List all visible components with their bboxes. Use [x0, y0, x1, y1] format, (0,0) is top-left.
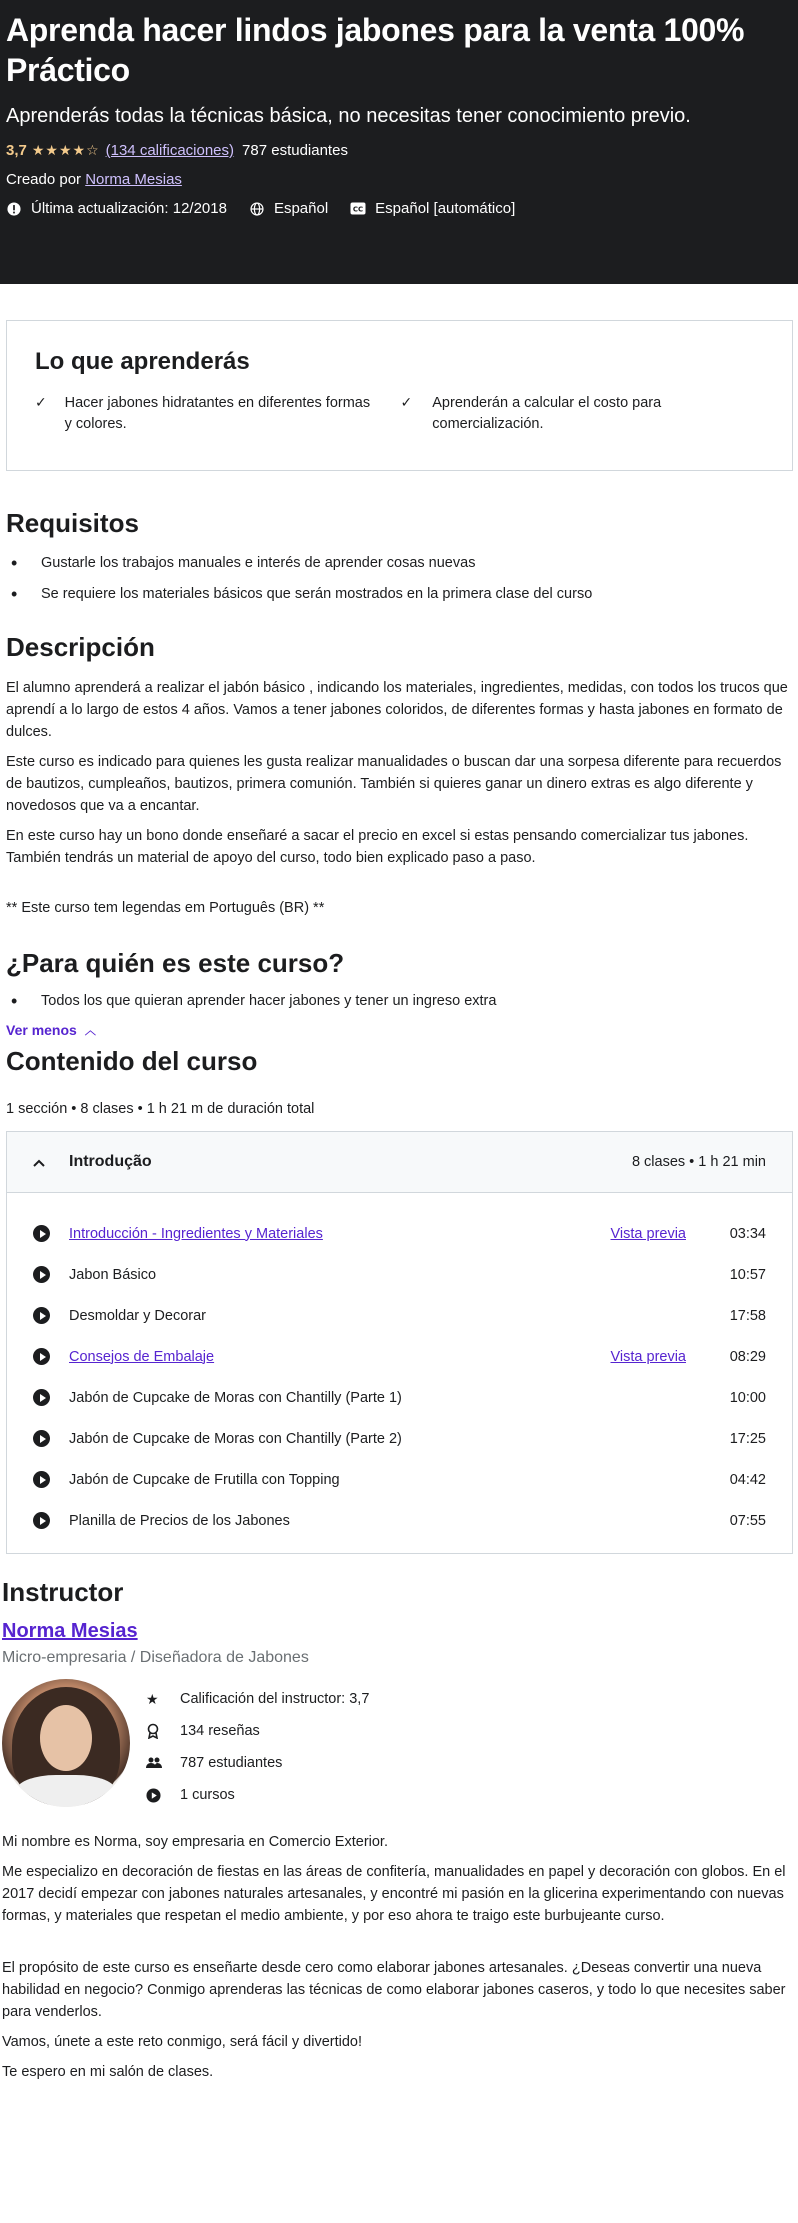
content-title: Contenido del curso: [6, 1046, 258, 1076]
lesson-duration: 07:55: [729, 1512, 766, 1529]
description: [0, 631, 798, 919]
lesson-title: Planilla de Precios de los Jabones: [69, 1512, 290, 1529]
instructor-students: [146, 1747, 369, 1779]
description-body: [6, 677, 792, 919]
description-paragraph: En este curso hay un bono donde enseñaré a sacar el precio en excel si estas pensando comercializar tus jabones. También tendrás un material de apoyo del curso, todo bien explicado paso a paso.: [6, 828, 749, 866]
list-item: [6, 991, 792, 1012]
learn-item: [35, 393, 401, 435]
lesson-duration: 03:34: [729, 1225, 766, 1242]
play-icon: [33, 1307, 50, 1324]
instructor-rating: [146, 1683, 369, 1715]
show-less-label: Ver menos: [6, 1022, 77, 1038]
learn-item: [401, 393, 767, 435]
what-you-will-learn: [6, 320, 793, 471]
lesson-duration: 10:57: [729, 1266, 766, 1283]
lesson-row: [33, 1418, 766, 1459]
course-header: [0, 0, 798, 284]
preview-link[interactable]: Vista previa: [610, 1225, 686, 1242]
svg-text:CC: CC: [353, 205, 364, 214]
lesson-row: [33, 1500, 766, 1541]
instructor-reviews: [146, 1715, 369, 1747]
author-link[interactable]: Norma Mesias: [85, 171, 182, 188]
content-stats: 1 sección • 8 clases • 1 h 21 m de duración total: [6, 1101, 315, 1117]
last-update-text: Última actualización: 12/2018: [31, 200, 227, 217]
lesson-duration: 10:00: [729, 1389, 766, 1406]
star-rating-icon: ★★★★☆: [31, 142, 100, 158]
rating-value: 3,7: [6, 142, 27, 159]
play-icon: [33, 1348, 50, 1365]
bullet-icon: •: [11, 553, 18, 573]
bio-paragraph: Mi nombre es Norma, soy empresaria en Comercio Exterior.: [2, 1834, 388, 1850]
section-title: Introdução: [69, 1153, 152, 1170]
closed-captions-icon: [350, 201, 366, 217]
instructor-profile: [2, 1679, 798, 1811]
list-item: [6, 584, 792, 605]
lesson-title-link[interactable]: Introducción - Ingredientes y Materiales: [69, 1225, 323, 1242]
check-icon: ✓: [35, 394, 47, 410]
instructor-reviews-text: 134 reseñas: [180, 1723, 260, 1739]
instructor-bio: [2, 1831, 798, 2083]
instructor-section: [0, 1576, 798, 2083]
description-paragraph: Este curso es indicado para quienes les gusta realizar manualidades o buscan dar una sorpesa diferente para recuerdos de bautizos, cumpleaños, bautizos, primera comunión. También si quieres ganar un dinero extras es algo diferente y novedosos que va a encantar.: [6, 754, 782, 814]
play-icon: [33, 1471, 50, 1488]
lesson-row: [33, 1254, 766, 1295]
learn-item-text: Aprenderán a calcular el costo para comercialización.: [432, 395, 662, 432]
bullet-icon: •: [11, 991, 18, 1011]
alert-icon: [6, 201, 22, 217]
lesson-title: Jabón de Cupcake de Moras con Chantilly (Parte 2): [69, 1430, 402, 1447]
students-count: 787 estudiantes: [242, 142, 348, 159]
show-less-button[interactable]: [6, 1022, 96, 1038]
language-text: Español: [273, 200, 329, 217]
preview-link[interactable]: Vista previa: [610, 1348, 686, 1365]
lesson-title: Jabón de Cupcake de Frutilla con Topping: [69, 1471, 340, 1488]
play-icon: [33, 1512, 50, 1529]
learn-title: Lo que aprenderás: [35, 348, 250, 375]
award-icon: [146, 1723, 180, 1739]
bio-paragraph: El propósito de este curso es enseñarte desde cero como elaborar jabones artesanales. ¿Deseas convertir una nueva habilidad en negocio? Conmigo aprenderas las técnicas de como elaborar jabones caseros, y todo lo que necesites saber para venderlos.: [2, 1960, 786, 2020]
requirements: [0, 507, 798, 605]
star-icon: ★: [146, 1690, 159, 1707]
course-title: Aprenda hacer lindos jabones para la venta 100% Práctico: [6, 12, 745, 88]
instructor-courses-text: 1 cursos: [180, 1787, 235, 1803]
requirement-text: Se requiere los materiales básicos que serán mostrados en la primera clase del curso: [41, 586, 593, 602]
audience-list: [6, 991, 792, 1012]
rating-row: [6, 142, 792, 159]
last-update: [6, 200, 227, 217]
bio-paragraph: Te espero en mi salón de clases.: [2, 2064, 214, 2080]
learn-items: [35, 393, 766, 435]
play-icon: [33, 1430, 50, 1447]
bio-paragraph: Me especializo en decoración de fiestas en las áreas de confitería, manualidades en papel y decoración con globos. En el 2017 decidí empezar con jabones naturales artesanales, y encontré mi pasión en la glicerina experimentando con nuevas formas, y materiales que respetan el medio ambiente, y por eso ahora te traigo este burbujeante curso.: [2, 1864, 786, 1924]
instructor-title: Instructor: [2, 1577, 124, 1607]
requirement-text: Gustarle los trabajos manuales e interés de aprender cosas nuevas: [41, 555, 476, 571]
instructor-rating-text: Calificación del instructor: 3,7: [180, 1691, 370, 1707]
captions: [350, 200, 515, 217]
lesson-title-link[interactable]: Consejos de Embalaje: [69, 1348, 215, 1365]
instructor-name-link[interactable]: Norma Mesias: [2, 1620, 138, 1642]
instructor-students-text: 787 estudiantes: [180, 1755, 283, 1771]
requirements-list: [6, 553, 792, 605]
instructor-stats: [146, 1683, 369, 1811]
description-title: Descripción: [6, 632, 155, 662]
created-by: [6, 171, 792, 188]
lesson-title: Jabon Básico: [69, 1266, 157, 1283]
play-icon: [33, 1225, 50, 1242]
ratings-count-link[interactable]: (134 calificaciones): [105, 142, 235, 159]
avatar[interactable]: [2, 1679, 130, 1807]
section-meta: 8 clases • 1 h 21 min: [631, 1154, 766, 1170]
lesson-duration: 08:29: [729, 1348, 766, 1365]
captions-text: Español [automático]: [375, 200, 516, 217]
target-audience: [0, 947, 798, 1039]
lesson-duration: 04:42: [729, 1471, 766, 1488]
lesson-row: [33, 1295, 766, 1336]
language: [249, 200, 328, 217]
bio-paragraph: Vamos, únete a este reto conmigo, será fácil y divertido!: [2, 2034, 362, 2050]
check-icon: ✓: [400, 394, 413, 410]
lesson-row: [33, 1336, 766, 1377]
lesson-duration: 17:25: [729, 1430, 766, 1447]
audience-title: ¿Para quién es este curso?: [6, 948, 345, 978]
chevron-up-icon: [33, 1154, 69, 1170]
learn-item-text: Hacer jabones hidratantes en diferentes formas y colores.: [64, 395, 371, 432]
course-content: [0, 1045, 798, 1117]
instructor-courses: [146, 1779, 369, 1811]
lesson-list: [7, 1193, 792, 1553]
curriculum-section: [6, 1131, 793, 1554]
description-paragraph: ** Este curso tem legendas em Português (BR) **: [6, 900, 325, 916]
chevron-up-icon: ︿: [84, 1025, 96, 1037]
play-icon: [33, 1389, 50, 1406]
instructor-headline: Micro-empresaria / Diseñadora de Jabones: [2, 1649, 309, 1666]
section-header[interactable]: [7, 1132, 792, 1193]
lesson-title: Jabón de Cupcake de Moras con Chantilly (Parte 1): [69, 1389, 402, 1406]
lesson-title: Desmoldar y Decorar: [69, 1307, 206, 1324]
lesson-row: [33, 1213, 766, 1254]
created-by-label: Creado por: [6, 171, 82, 188]
bullet-icon: •: [11, 584, 18, 604]
play-icon: [33, 1266, 50, 1283]
play-circle-icon: [146, 1788, 180, 1803]
audience-text: Todos los que quieran aprender hacer jabones y tener un ingreso extra: [41, 993, 497, 1009]
course-subtitle: Aprenderás todas la técnicas básica, no necesitas tener conocimiento previo.: [6, 105, 691, 127]
requirements-title: Requisitos: [6, 508, 139, 538]
people-icon: [146, 1757, 180, 1769]
lesson-duration: 17:58: [729, 1307, 766, 1324]
course-meta: [6, 200, 792, 217]
description-paragraph: El alumno aprenderá a realizar el jabón básico , indicando los materiales, ingredientes, medidas, con todos los trucos que aprendí a lo largo de estos 4 años. Vamos a tener jabones coloridos, de diferentes formas y hasta jabones en formato de dulces.: [6, 680, 788, 740]
globe-icon: [249, 201, 265, 217]
lesson-row: [33, 1459, 766, 1500]
lesson-row: [33, 1377, 766, 1418]
list-item: [6, 553, 792, 574]
